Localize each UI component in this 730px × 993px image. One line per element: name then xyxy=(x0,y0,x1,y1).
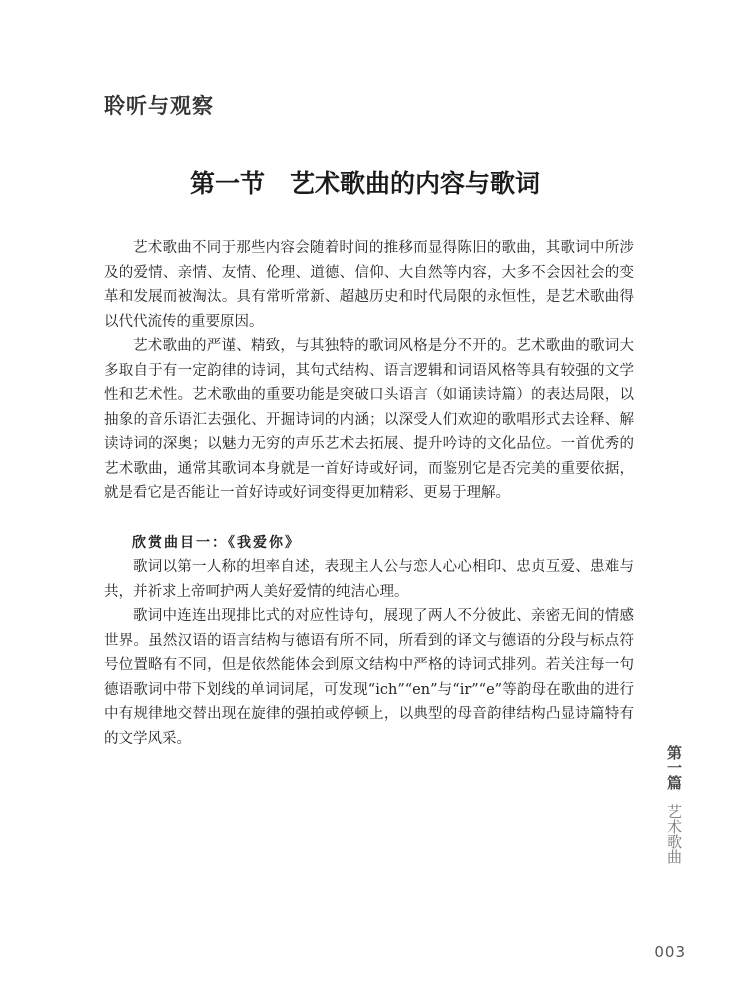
paragraph: 艺术歌曲不同于那些内容会随着时间的推移而显得陈旧的歌曲，其歌词中所涉及的爱情、亲情、友情、伦理、道德、信仰、大自然等内容，大多不会因社会的变革和发展而被淘汰。具有常听常新、超越历史和时代局限的永恒性，是艺术歌曲得以代代流传的重要原因。 xyxy=(104,240,634,330)
side-tab-part-name: 艺术歌曲 xyxy=(665,804,683,864)
paragraph: 歌词以第一人称的坦率自述，表现主人公与恋人心心相印、忠贞互爱、患难与共，并祈求上帝呵护两人美好爱情的纯洁心理。 xyxy=(104,559,634,600)
side-tab-part: 第一篇 xyxy=(665,745,683,790)
section-title: 第一节 艺术歌曲的内容与歌词 xyxy=(189,169,540,198)
chapter-label: 聆听与观察 xyxy=(104,94,214,118)
page-number: 003 xyxy=(654,943,686,961)
paragraph: 歌词中连连出现排比式的对应性诗句，展现了两人不分彼此、亲密无间的情感世界。虽然汉语的语言结构与德语有所不同，所看到的译文与德语的分段与标点符号位置略有不同，但是依然能体会到原文结构中严格的诗词式排列。若关注每一句德语歌词中带下划线的单词词尾，可发现“ich”“en”与“ir”“e”等韵母在歌曲的进行中有规律地交替出现在旋律的强拍或停顿上，以典型的母音韵律结构凸显诗篇特有的文学风采。 xyxy=(104,608,634,747)
paragraph: 艺术歌曲的严谨、精致，与其独特的歌词风格是分不开的。艺术歌曲的歌词大多取自于有一定韵律的诗词，其句式结构、语言逻辑和词语风格等具有较强的文学性和艺术性。艺术歌曲的重要功能是突破口头语言（如诵读诗篇）的表达局限，以抽象的音乐语汇去强化、开掘诗词的内涵；以深受人们欢迎的歌唱形式去诠释、解读诗词的深奥；以魅力无穷的声乐艺术去拓展、提升吟诗的文化品位。一首优秀的艺术歌曲，通常其歌词本身就是一首好诗或好词，而鉴别它是否完美的重要依据，就是看它是否能让一首好诗或好词变得更加精彩、更易于理解。 xyxy=(104,338,634,501)
body-text xyxy=(104,236,634,751)
side-tab xyxy=(662,745,686,864)
appreciation-heading: 欣赏曲目一：《我爱你》 xyxy=(132,534,301,551)
